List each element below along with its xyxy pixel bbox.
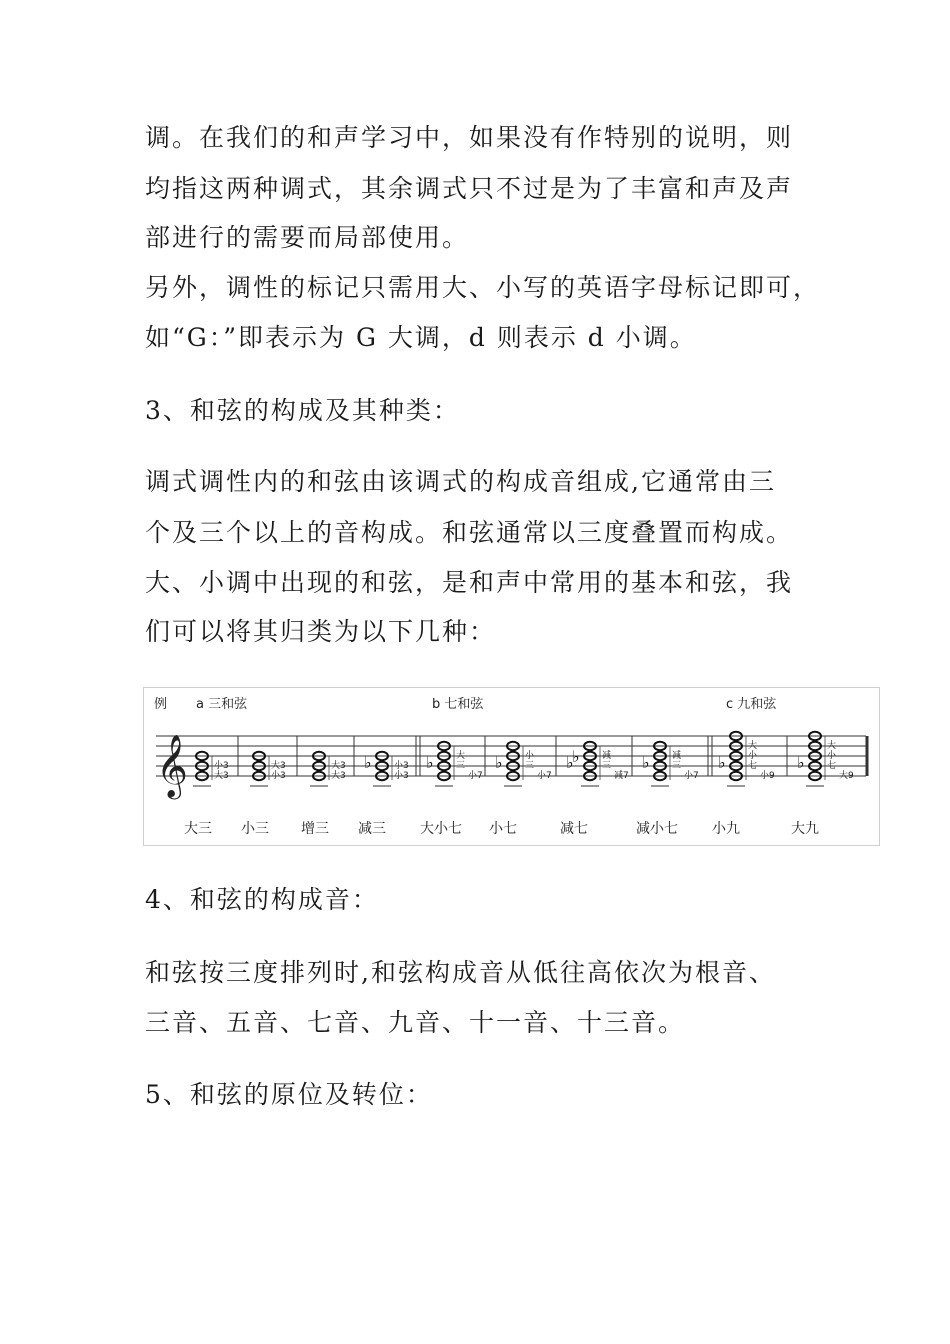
paragraph-line: 大、小调中出现的和弦，是和声中常用的基本和弦，我: [145, 568, 794, 597]
interval-label: 大: [748, 741, 758, 751]
flat-icon: ♭: [797, 753, 805, 772]
paragraph-line: 均指这两种调式，其余调式只不过是为了丰富和声及声: [145, 174, 794, 203]
interval-label: 减: [672, 751, 682, 761]
example-label: 例: [154, 697, 168, 712]
interval-label: 大: [827, 741, 837, 751]
interval-label: 大3: [214, 771, 229, 781]
chord-item: [791, 732, 867, 837]
paragraph-line: 调。在我们的和声学习中，如果没有作特别的说明，则: [145, 123, 794, 152]
chord-item: [489, 736, 556, 837]
interval-label: 减: [602, 751, 612, 761]
group-label-ninths: c 九和弦: [726, 697, 777, 712]
chord-item: [636, 736, 708, 837]
interval-label: 三: [672, 761, 682, 771]
interval-label: 大3: [331, 761, 346, 771]
chord-item: [241, 736, 297, 837]
interval-label: 大: [456, 751, 466, 761]
interval-label: 小7: [537, 771, 552, 781]
chord-name-label: 小九: [712, 821, 740, 837]
paragraph-line: 调式调性内的和弦由该调式的构成音组成,它通常由三: [145, 467, 776, 496]
interval-label: 三: [456, 761, 466, 771]
chord-name-label: 减七: [560, 821, 588, 837]
interval-label: 小7: [684, 771, 699, 781]
treble-clef-icon: 𝄞: [156, 734, 188, 797]
flat-icon: ♭: [426, 753, 434, 772]
chord-name-label: 大九: [791, 821, 819, 837]
chord-types-figure: [143, 687, 880, 846]
chord-item: [420, 736, 485, 837]
flat-icon: ♭: [642, 753, 650, 772]
paragraph-line: 三音、五音、七音、九音、十一音、十三音。: [145, 1008, 686, 1037]
chord-item: [712, 732, 787, 837]
chord-name-label: 大三: [184, 821, 212, 837]
interval-label: 三: [602, 761, 612, 771]
interval-label: 小: [748, 751, 758, 761]
interval-label: 大3: [331, 771, 346, 781]
interval-label: 小3: [394, 761, 409, 771]
paragraph-line: 和弦按三度排列时,和弦构成音从低往高依次为根音、: [145, 958, 776, 987]
chord-name-label: 小七: [489, 821, 517, 837]
paragraph-line: 4、和弦的构成音：: [145, 885, 379, 914]
interval-label: 三: [525, 761, 535, 771]
interval-label: 小9: [760, 771, 775, 781]
paragraph-line: 个及三个以上的音构成。和弦通常以三度叠置而构成。: [145, 518, 794, 547]
chord-item: [358, 736, 416, 837]
group-label-sevenths: b 七和弦: [432, 697, 484, 712]
interval-label: 小: [525, 751, 535, 761]
flat-icon: ♭: [495, 753, 503, 772]
interval-label: 大9: [839, 771, 854, 781]
interval-label: 减7: [614, 771, 629, 781]
paragraph-line: 另外，调性的标记只需用大、小写的英语字母标记即可，: [145, 273, 821, 302]
interval-label: 七: [827, 761, 837, 771]
chord-list: [184, 732, 867, 837]
interval-label: 小3: [394, 771, 409, 781]
flat-icon: ♭: [566, 753, 574, 772]
flat-icon: ♭: [718, 753, 726, 772]
chord-name-label: 减三: [358, 821, 386, 837]
chord-item: [560, 736, 632, 837]
flat-icon: ♭: [364, 753, 372, 772]
interval-label: 七: [748, 761, 758, 771]
paragraph-line: 5、和弦的原位及转位：: [145, 1080, 433, 1109]
music-staff: [156, 734, 866, 800]
chord-staff-svg: [144, 688, 881, 847]
chord-name-label: 小三: [241, 821, 269, 837]
paragraph-line: 们可以将其归类为以下几种：: [145, 617, 497, 646]
interval-label: 小7: [468, 771, 483, 781]
chord-name-label: 减小七: [636, 821, 678, 837]
interval-label: 大3: [271, 761, 286, 771]
group-label-triads: a 三和弦: [196, 697, 248, 712]
paragraph-line: 3、和弦的构成及其种类：: [145, 396, 460, 425]
chord-name-label: 增三: [301, 821, 329, 837]
paragraph-line: 如“G：”即表示为 G 大调，d 则表示 d 小调。: [145, 323, 697, 352]
flat-icon: ♭: [572, 747, 580, 766]
paragraph-line: 部进行的需要而局部使用。: [145, 223, 470, 252]
interval-label: 小: [827, 751, 837, 761]
chord-item: [184, 736, 238, 837]
chord-item: [301, 736, 354, 837]
interval-label: 小3: [271, 771, 286, 781]
interval-label: 小3: [214, 761, 229, 771]
chord-name-label: 大小七: [420, 821, 462, 837]
